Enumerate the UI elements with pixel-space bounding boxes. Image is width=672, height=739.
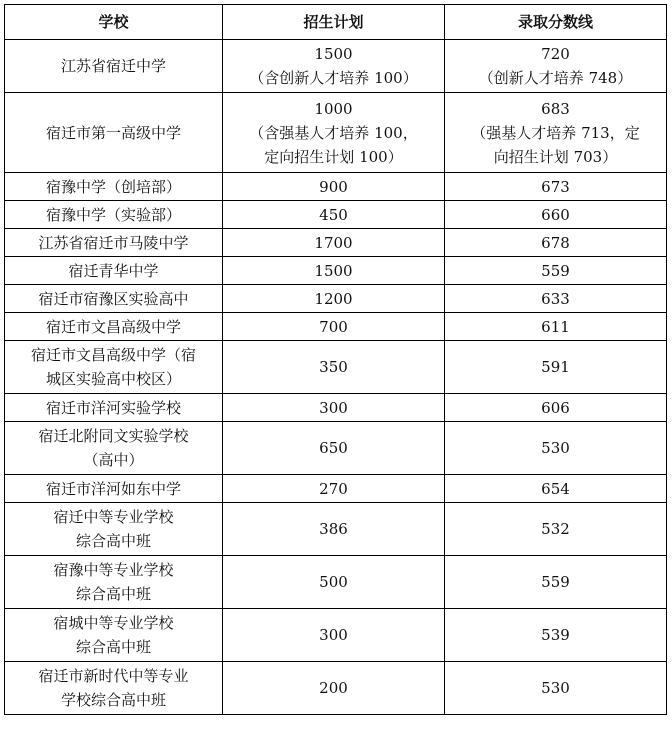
school-cell	[5, 257, 223, 285]
plan-cell	[223, 609, 445, 662]
school-cell	[5, 394, 223, 422]
header-row	[5, 5, 667, 40]
school-cell	[5, 475, 223, 503]
school-cell	[5, 662, 223, 715]
table-row	[5, 341, 667, 394]
school-cell-text: 综合高中班	[75, 532, 151, 550]
school-cell-text: 宿迁市新时代中等专业	[38, 667, 189, 685]
school-cell-text: 综合高中班	[75, 585, 151, 603]
plan-cell-text: （含强基人才培养 100，	[249, 123, 418, 142]
school-cell	[5, 556, 223, 609]
score-cell	[445, 609, 667, 662]
school-cell-text: 城区实验高中校区）	[45, 370, 181, 388]
plan-cell	[223, 313, 445, 341]
plan-cell	[223, 662, 445, 715]
plan-cell-text: 300	[319, 398, 348, 417]
plan-cell	[223, 556, 445, 609]
table-row	[5, 662, 667, 715]
plan-cell	[223, 93, 445, 173]
school-cell	[5, 422, 223, 475]
score-cell-text: 591	[541, 358, 570, 376]
table-row	[5, 201, 667, 229]
plan-cell-text: 350	[319, 358, 348, 376]
plan-cell	[223, 394, 445, 422]
score-cell	[445, 422, 667, 475]
table-row	[5, 40, 667, 93]
table-body	[5, 40, 667, 715]
score-cell	[445, 475, 667, 503]
school-cell-text: 宿豫中等专业学校	[53, 561, 174, 579]
score-cell-text: 539	[541, 626, 570, 644]
score-cell-text: 532	[541, 520, 570, 538]
plan-cell	[223, 475, 445, 503]
school-cell	[5, 503, 223, 556]
score-cell-text: 678	[541, 233, 570, 252]
header-score: 录取分数线	[445, 5, 667, 40]
plan-cell-text: 1500	[314, 261, 353, 280]
plan-cell-text: 700	[319, 317, 348, 336]
school-cell-text: 宿迁北附同文实验学校	[38, 427, 189, 445]
school-cell-text: 宿迁中等专业学校	[53, 508, 174, 526]
school-cell	[5, 201, 223, 229]
school-cell-text: 江苏省宿迁中学	[60, 57, 166, 75]
score-cell	[445, 503, 667, 556]
table-row	[5, 285, 667, 313]
score-cell	[445, 257, 667, 285]
school-cell-text: 宿迁市第一高级中学	[45, 123, 181, 142]
school-cell-text: 综合高中班	[75, 638, 151, 656]
school-cell-text: 宿豫中学（实验部）	[45, 205, 181, 224]
score-cell-text: 606	[541, 398, 570, 417]
score-cell	[445, 173, 667, 201]
score-cell	[445, 93, 667, 173]
school-cell	[5, 93, 223, 173]
score-cell-text: 683	[541, 99, 570, 118]
school-cell-text: 宿迁市洋河实验学校	[45, 398, 181, 417]
plan-cell-text: 1700	[314, 233, 353, 252]
table-row	[5, 313, 667, 341]
table-row	[5, 475, 667, 503]
plan-cell-text: 386	[319, 520, 348, 538]
plan-cell-text: （含创新人才培养 100）	[249, 69, 418, 87]
plan-cell-text: 900	[319, 177, 348, 196]
score-cell	[445, 341, 667, 394]
score-cell-text: 611	[541, 317, 570, 336]
score-cell	[445, 556, 667, 609]
plan-cell	[223, 341, 445, 394]
table-row	[5, 257, 667, 285]
plan-cell-text: 450	[319, 205, 348, 224]
plan-cell	[223, 201, 445, 229]
score-cell-text: 530	[541, 679, 570, 697]
score-cell-text: 530	[541, 439, 570, 457]
plan-cell-text: 1500	[314, 45, 353, 63]
score-cell	[445, 285, 667, 313]
score-cell-text: （强基人才培养 713，定	[471, 123, 640, 142]
table-row	[5, 173, 667, 201]
score-cell	[445, 313, 667, 341]
plan-cell	[223, 422, 445, 475]
school-cell-text: （高中）	[83, 451, 144, 469]
score-cell-text: 720	[541, 45, 570, 63]
plan-cell-text: 500	[319, 573, 348, 591]
score-cell	[445, 40, 667, 93]
plan-cell	[223, 503, 445, 556]
score-cell-text: 654	[541, 479, 570, 498]
header-plan: 招生计划	[223, 5, 445, 40]
table-row	[5, 422, 667, 475]
plan-cell-text: 200	[319, 679, 348, 697]
school-cell-text: 宿迁青华中学	[68, 261, 159, 280]
plan-cell-text: 650	[319, 439, 348, 457]
table-row	[5, 93, 667, 173]
score-cell-text: 660	[541, 205, 570, 224]
score-cell-text: 向招生计划 703）	[493, 147, 618, 166]
score-cell-text: 633	[541, 289, 570, 308]
school-cell-text: 宿迁市洋河如东中学	[45, 479, 181, 498]
table-row	[5, 609, 667, 662]
school-cell	[5, 173, 223, 201]
header-school: 学校	[5, 5, 223, 40]
score-cell	[445, 201, 667, 229]
plan-cell-text: 270	[319, 479, 348, 498]
plan-cell	[223, 229, 445, 257]
school-cell	[5, 285, 223, 313]
score-cell-text: 559	[541, 573, 570, 591]
school-cell	[5, 341, 223, 394]
plan-cell-text: 定向招生计划 100）	[264, 147, 403, 166]
school-cell	[5, 609, 223, 662]
score-cell-text: （创新人才培养 748）	[478, 69, 633, 87]
plan-cell-text: 1000	[314, 99, 353, 118]
enrollment-table	[4, 4, 667, 715]
plan-cell	[223, 257, 445, 285]
school-cell-text: 学校综合高中班	[60, 691, 166, 709]
school-cell-text: 宿迁市文昌高级中学	[45, 317, 181, 336]
school-cell	[5, 40, 223, 93]
school-cell	[5, 229, 223, 257]
table-row	[5, 394, 667, 422]
score-cell	[445, 394, 667, 422]
score-cell	[445, 229, 667, 257]
table-row	[5, 556, 667, 609]
score-cell-text: 673	[541, 177, 570, 196]
score-cell	[445, 662, 667, 715]
school-cell-text: 宿豫中学（创培部）	[45, 177, 181, 196]
plan-cell	[223, 40, 445, 93]
table-row	[5, 229, 667, 257]
school-cell-text: 宿迁市宿豫区实验高中	[38, 289, 189, 308]
school-cell-text: 江苏省宿迁市马陵中学	[38, 233, 189, 252]
plan-cell	[223, 173, 445, 201]
school-cell	[5, 313, 223, 341]
table-row	[5, 503, 667, 556]
plan-cell	[223, 285, 445, 313]
plan-cell-text: 1200	[314, 289, 353, 308]
school-cell-text: 宿迁市文昌高级中学（宿	[30, 346, 196, 364]
plan-cell-text: 300	[319, 626, 348, 644]
score-cell-text: 559	[541, 261, 570, 280]
school-cell-text: 宿城中等专业学校	[53, 614, 174, 632]
